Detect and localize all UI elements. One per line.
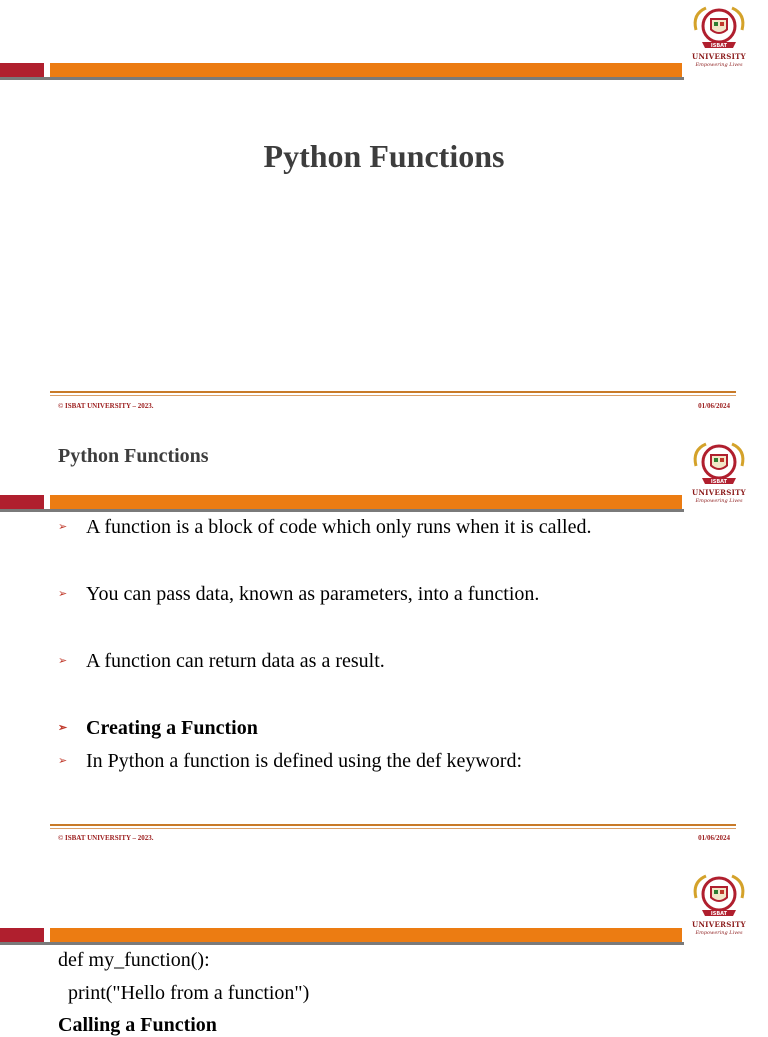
logo-wordmark: UNIVERSITY	[692, 488, 746, 497]
svg-text:ISBAT: ISBAT	[710, 911, 728, 917]
header-bar-red	[0, 63, 44, 77]
footer-date: 01/06/2024	[698, 402, 730, 410]
partial-heading: Calling a Function	[58, 1014, 217, 1036]
svg-text:ISBAT: ISBAT	[710, 43, 728, 49]
bullet-item: ➢ You can pass data, known as parameters, into a function.	[58, 583, 540, 605]
footer-line-thin	[50, 828, 736, 829]
logo-wordmark: UNIVERSITY	[692, 52, 746, 61]
header-bar-line	[0, 942, 684, 945]
svg-text:ISBAT: ISBAT	[710, 479, 728, 485]
header-bar-red	[0, 495, 44, 509]
bullet-item: ➢ A function can return data as a result.	[58, 650, 385, 672]
logo-wordmark: UNIVERSITY	[692, 920, 746, 929]
logo-tagline: Empowering Lives	[695, 930, 743, 936]
slide-title: Python Functions	[58, 445, 209, 467]
arrow-bullet-icon: ➢	[58, 722, 68, 734]
footer-copyright: © ISBAT UNIVERSITY – 2023.	[58, 834, 154, 842]
crest-icon	[688, 438, 750, 488]
isbat-logo	[688, 438, 750, 512]
footer-line	[50, 391, 736, 393]
slide-3	[0, 866, 768, 1036]
header-bar-orange	[50, 495, 682, 509]
code-line: print("Hello from a function")	[58, 982, 310, 1004]
logo-tagline: Empowering Lives	[695, 62, 743, 68]
header-bar-red	[0, 928, 44, 942]
arrow-bullet-icon: ➢	[58, 521, 68, 533]
header-bar-line	[0, 77, 684, 80]
isbat-logo	[688, 2, 750, 76]
crest-icon	[688, 870, 750, 920]
logo-tagline: Empowering Lives	[695, 498, 743, 504]
header-bar-orange	[50, 928, 682, 942]
footer-copyright: © ISBAT UNIVERSITY – 2023.	[58, 402, 154, 410]
isbat-logo	[688, 870, 750, 944]
slide-1	[0, 0, 768, 434]
code-line: def my_function():	[58, 949, 210, 971]
header-bar-orange	[50, 63, 682, 77]
arrow-bullet-icon: ➢	[58, 588, 68, 600]
footer-date: 01/06/2024	[698, 834, 730, 842]
footer-line	[50, 824, 736, 826]
bullet-item-heading: ➢ Creating a Function	[58, 717, 258, 739]
crest-icon	[688, 2, 750, 52]
slide-2	[0, 434, 768, 866]
arrow-bullet-icon: ➢	[58, 755, 68, 767]
footer-line-thin	[50, 395, 736, 396]
slide-title: Python Functions	[263, 138, 505, 174]
bullet-item: ➢ In Python a function is defined using the def keyword:	[58, 750, 523, 772]
header-bar-line	[0, 509, 684, 512]
arrow-bullet-icon: ➢	[58, 655, 68, 667]
bullet-item: ➢ A function is a block of code which only runs when it is called.	[58, 516, 592, 538]
